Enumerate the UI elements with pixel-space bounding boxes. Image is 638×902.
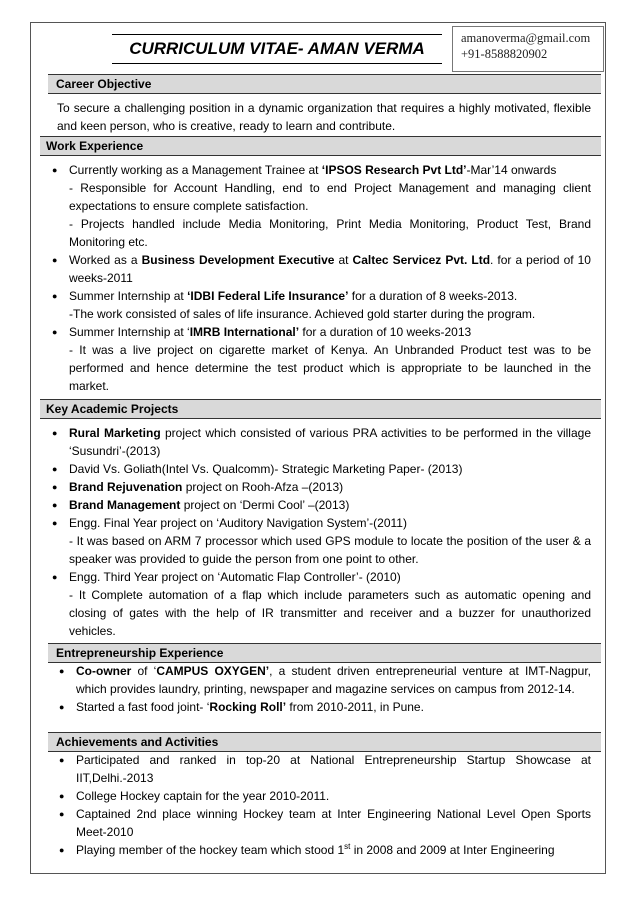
list-item	[59, 662, 591, 698]
contact-box	[452, 26, 604, 72]
work-item-text: Summer Internship at ‘	[69, 325, 190, 339]
list-item	[52, 323, 591, 395]
list-item: ● Participated and ranked in top-20 at National Entrepreneurship Startup Showcase at IIT,Delhi.-2013	[59, 751, 591, 787]
entrepreneurship-list	[59, 662, 591, 716]
project-text: project on Rooh-Afza –(2013)	[182, 480, 344, 494]
section-heading-achievements: Achievements and Activities	[48, 732, 601, 752]
list-item	[52, 514, 591, 568]
project-bold: Brand Management	[69, 498, 181, 512]
entrepreneurship-text: Started a fast food joint- ‘	[76, 700, 210, 714]
list-item	[52, 478, 591, 496]
phone-text: +91-8588820902	[461, 47, 548, 61]
list-item: ● Captained 2nd place winning Hockey team at Inter Engineering National Level Open Sports Meet-2010	[59, 805, 591, 841]
list-item	[52, 251, 591, 287]
section-heading-career: Career Objective	[48, 74, 601, 94]
work-item-text: -Mar’14 onwards	[466, 163, 557, 177]
work-item-text: Currently working as a Management Trainee at	[69, 163, 322, 177]
list-item	[59, 698, 591, 716]
page-title: CURRICULUM VITAE- AMAN VERMA	[112, 34, 442, 64]
email-text: amanoverma@gmail.com	[461, 31, 591, 45]
work-item-bold: ‘IDBI Federal Life Insurance’	[187, 289, 349, 303]
list-item	[52, 460, 591, 478]
project-detail: - It Complete automation of a flap which include parameters such as automatic opening and closing of gates with the help of IR transmitter and receiver and a buzzer for unauthorized vehicles.	[69, 588, 591, 638]
work-item-bold: ‘IPSOS Research Pvt Ltd’	[321, 163, 467, 177]
work-item-bold: IMRB International’	[189, 325, 300, 339]
work-item-text: for a duration of 8 weeks-2013.	[348, 289, 518, 303]
entrepreneurship-text: from 2010-2011, in Pune.	[286, 700, 424, 714]
work-item-detail: - Responsible for Account Handling, end to end Project Management and managing client expectations to ensure complete satisfaction.	[69, 181, 591, 213]
achievement-text: in 2008 and 2009 at Inter Engineering	[350, 843, 555, 857]
work-item-text: . for a period of 10 weeks-2011	[69, 253, 591, 285]
list-item	[52, 496, 591, 514]
project-bold: Rural Marketing	[69, 426, 161, 440]
work-list	[52, 161, 591, 395]
project-bold: Brand Rejuvenation	[69, 480, 183, 494]
list-item	[52, 161, 591, 251]
career-objective-text: To secure a challenging position in a dynamic organization that requires a highly motivated, flexible and keen person, who is creative, ready to learn and contribute.	[57, 101, 591, 133]
project-text: Engg. Third Year project on ‘Automatic Flap Controller’- (2010)	[69, 570, 401, 584]
list-item	[59, 841, 591, 859]
list-item	[52, 287, 591, 323]
achievements-list	[59, 751, 591, 859]
work-item-text: Summer Internship at	[69, 289, 188, 303]
work-item-detail: -The work consisted of sales of life insurance. Achieved gold starter during the program.	[69, 307, 536, 321]
work-item-text: Worked as a	[69, 253, 142, 267]
entrepreneurship-bold: Co-owner	[76, 664, 132, 678]
work-item-text: at	[334, 253, 353, 267]
list-item	[52, 568, 591, 640]
project-text: project which consisted of various PRA activities to be performed in the village ‘Susundri’-(2013)	[69, 426, 591, 458]
project-detail: - It was based on ARM 7 processor which used GPS module to locate the position of the user & a speaker was provided to guide the person from one point to other.	[69, 534, 591, 566]
work-item-text: for a duration of 10 weeks-2013	[299, 325, 472, 339]
project-text: David Vs. Goliath(Intel Vs. Qualcomm)- Strategic Marketing Paper- (2013)	[69, 462, 463, 476]
list-item: ● College Hockey captain for the year 2010-2011.	[59, 787, 591, 805]
list-item	[52, 424, 591, 460]
work-item-bold: Caltec Servicez Pvt. Ltd	[352, 253, 491, 267]
work-item-detail: - Projects handled include Media Monitoring, Print Media Monitoring, Product Test, Brand Monitoring etc.	[69, 217, 591, 249]
project-text: project on ‘Dermi Cool’ –(2013)	[180, 498, 350, 512]
work-item-detail: - It was a live project on cigarette market of Kenya. An Unbranded Product test was to be performed and hence determine the test product which is appropriate to be launched in the market.	[69, 343, 591, 393]
entrepreneurship-bold: Rocking Roll’	[209, 700, 287, 714]
entrepreneurship-bold: CAMPUS OXYGEN’	[156, 664, 270, 678]
achievement-text: Playing member of the hockey team which stood 1	[76, 843, 345, 857]
entrepreneurship-text: , a student driven entrepreneurial venture at IMT-Nagpur, which provides laundry, printing, newspaper and magazine services on campus from 2012-14.	[76, 664, 591, 696]
section-heading-entrepreneurship: Entrepreneurship Experience	[48, 643, 601, 663]
project-text: Engg. Final Year project on ‘Auditory Navigation System’-(2011)	[69, 516, 407, 530]
projects-list	[52, 424, 591, 640]
ordinal-suffix: st	[344, 842, 351, 851]
section-heading-work: Work Experience	[40, 136, 601, 156]
section-heading-projects: Key Academic Projects	[40, 399, 601, 419]
entrepreneurship-text: of ‘	[131, 664, 157, 678]
work-item-bold: Business Development Executive	[141, 253, 335, 267]
